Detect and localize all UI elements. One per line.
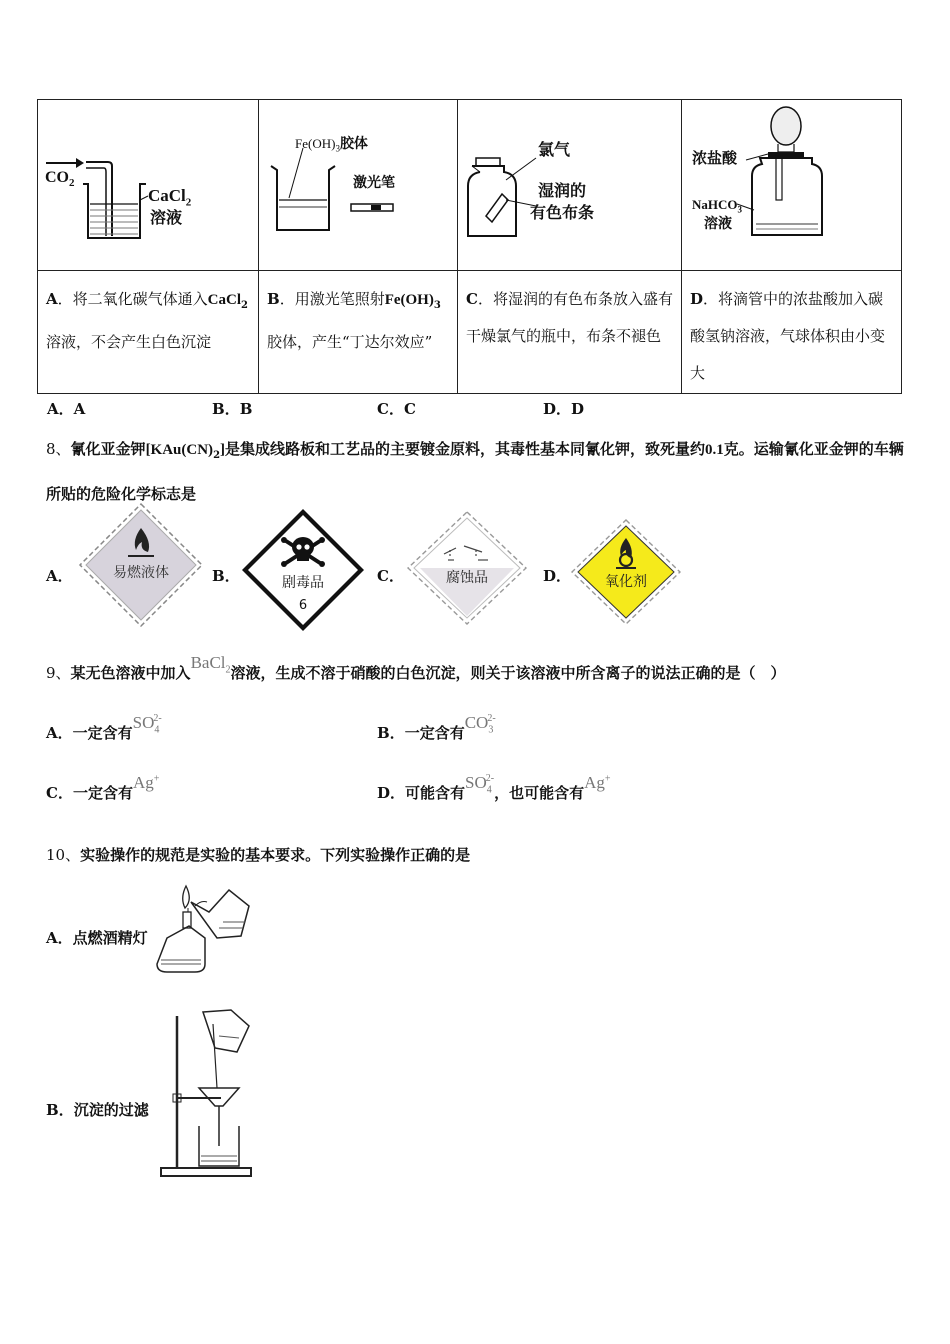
corrosive-sign[interactable] [404, 510, 530, 626]
q7-option-d: D．将滴管中的浓盐酸加入碳酸氢钠溶液，气球体积由小变大 [682, 271, 902, 394]
flammable-label: 易燃液体 [113, 565, 169, 581]
flame-icon [183, 886, 190, 908]
hcl-nahco3-diagram [682, 100, 901, 270]
colloid-label: $Fe(OH)_3$胶体 [295, 136, 368, 154]
q9-option-b[interactable]: B．一定含有$CO_3^{2-}$ [377, 713, 496, 742]
nahco3-label: NaHCO$_3$ [692, 197, 742, 215]
q8-option-d-letter[interactable]: D． [543, 567, 572, 585]
q8-stem: 8、氰化亚金钾$[KAu(CN)_2]$是集成线路板和工艺品的主要镀金原料，其毒性基本同氰化钾，致死量约0.1克。运输氰化亚金钾的车辆所贴的危险化学标志是 [46, 440, 904, 503]
hcl-label: 浓盐酸 [692, 149, 738, 167]
chlorine-label: 氯气 [538, 140, 571, 159]
q9-option-a[interactable]: A．一定含有$SO_4^{2-}$ [46, 713, 162, 742]
q7-option-c: C．将湿润的有色布条放入盛有干燥氯气的瓶中，布条不褪色 [458, 271, 682, 394]
oxidizer-label: 氧化剂 [605, 574, 647, 590]
toxic-label: 剧毒品 [282, 575, 324, 591]
laser-label: 激光笔 [353, 175, 395, 191]
silver-ion: Ag+ [132, 773, 160, 792]
q9-option-c[interactable]: C．一定含有Ag+ [46, 773, 160, 802]
lighting-alcohol-lamp-figure [155, 872, 257, 978]
cacl2-label: CaCl$_2$ [148, 186, 192, 209]
toxic-class-number: 6 [298, 598, 308, 613]
toxic-sign[interactable] [240, 507, 366, 633]
q7-option-b: B．用激光笔照射$Fe(OH)_3$胶体，产生“丁达尔效应” [259, 271, 458, 394]
corrosive-label: 腐蚀品 [446, 570, 488, 586]
q9-option-d[interactable]: D．可能含有$SO_4^{2-}$，也可能含有Ag+ [377, 773, 611, 802]
bacl2-formula: BaCl$_2$ [190, 653, 231, 676]
carbonate-ion: $CO_3^{2-}$ [464, 713, 496, 736]
co2-label: $CO_2$ [45, 169, 75, 190]
q10-option-a[interactable]: A．点燃酒精灯 [46, 929, 148, 947]
q7-answer-b[interactable]: B．B [212, 400, 253, 418]
sulfate-ion: $SO_4^{2-}$ [132, 713, 162, 736]
strip-label-2: 有色布条 [530, 203, 595, 222]
q9-stem: 9、某无色溶液中加入BaCl$_2$溶液，生成不溶于硝酸的白色沉淀，则关于该溶液中所含离子的说法正确的是（ ） [46, 653, 786, 682]
q7-table [37, 99, 902, 394]
strip-label-1: 湿润的 [538, 181, 587, 200]
q7-figure-a [38, 100, 259, 271]
q8-option-c-letter[interactable]: C． [377, 567, 404, 585]
q10-option-b[interactable]: B．沉淀的过滤 [46, 1101, 149, 1119]
q7-figure-c [458, 100, 682, 271]
q7-answer-c[interactable]: C．C [377, 400, 416, 418]
filtration-figure [155, 1006, 257, 1182]
nahco3-solution-label: 溶液 [704, 216, 732, 232]
silver-ion-d: Ag+ [584, 773, 611, 792]
q7-figure-b [259, 100, 458, 271]
q7-figure-d [682, 100, 902, 271]
q7-option-a: A．将二氧化碳气体通入CaCl$_2$溶液，不会产生白色沉淀 [38, 271, 259, 394]
flammable-liquid-sign[interactable] [76, 500, 206, 630]
q10-stem: 10、实验操作的规范是实验的基本要求。下列实验操作正确的是 [46, 846, 471, 864]
q8-option-a-letter[interactable]: A． [46, 567, 73, 585]
q7-answer-d[interactable]: D．D [543, 400, 585, 418]
solution-label: 溶液 [150, 208, 183, 227]
q7-answer-a[interactable]: A．A [47, 400, 86, 418]
q8-option-b-letter[interactable]: B． [212, 567, 240, 585]
sulfate-ion-d: $SO_4^{2-}$ [465, 773, 495, 796]
oxidizer-sign[interactable] [570, 518, 682, 626]
